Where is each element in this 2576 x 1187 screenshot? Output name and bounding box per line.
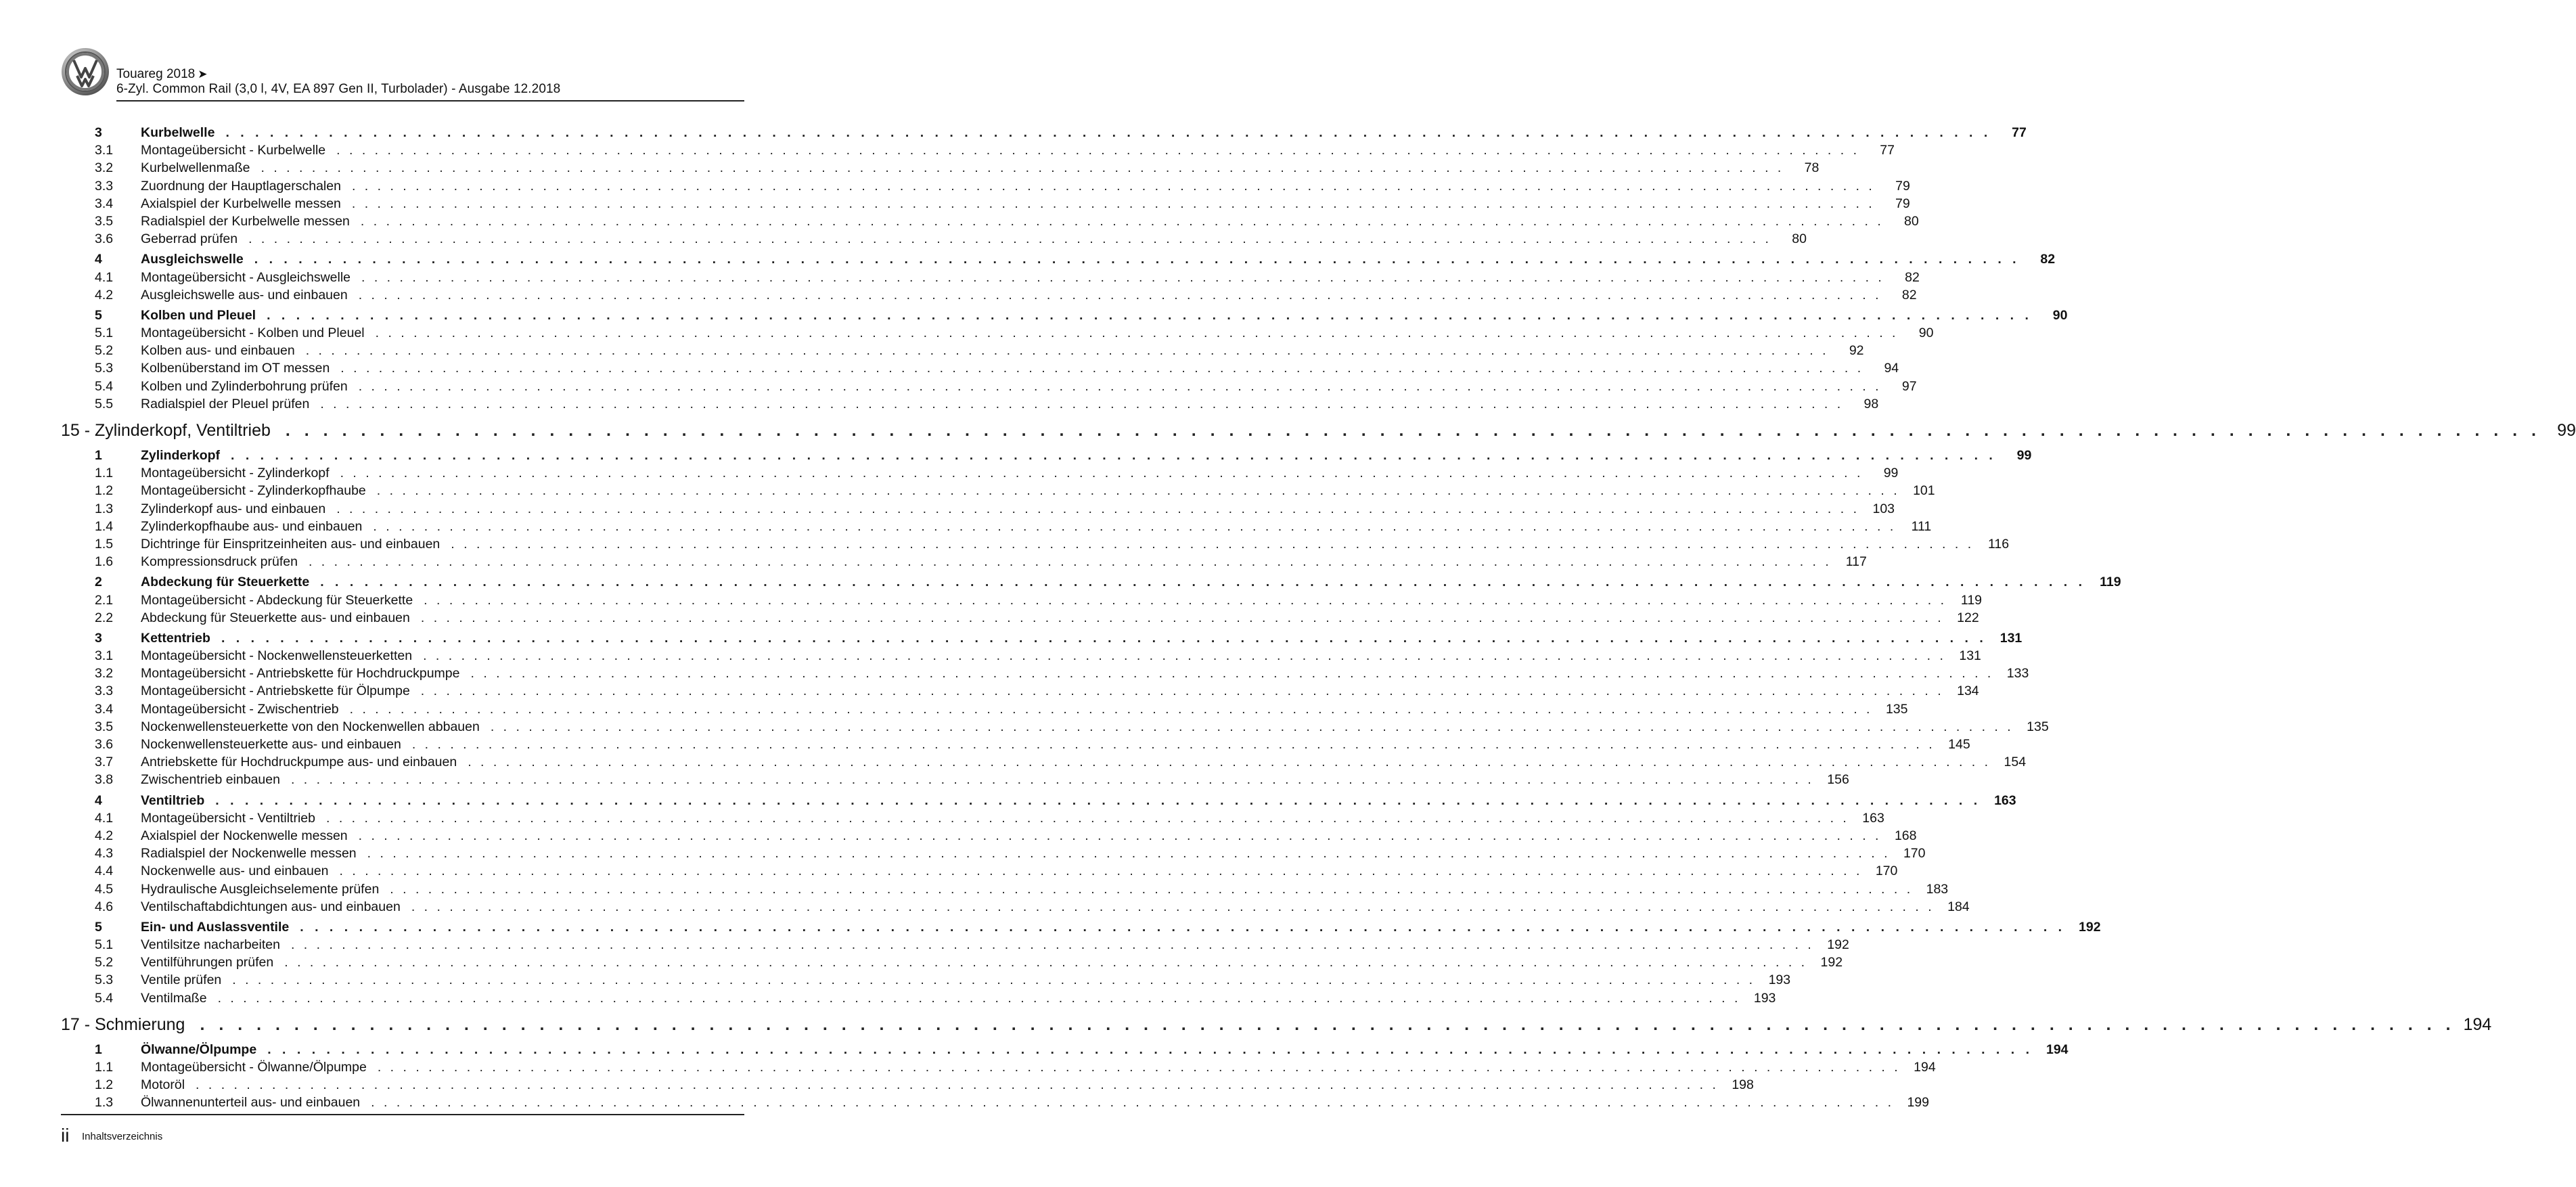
toc-title: Montageübersicht - Ventiltrieb: [141, 810, 315, 826]
toc-number: 5.5: [95, 396, 114, 411]
toc-number: 1.3: [95, 1095, 114, 1111]
toc-item[interactable]: [61, 554, 1867, 572]
toc-title: Radialspiel der Nockenwelle messen: [141, 846, 357, 861]
toc-title: Nockenwellensteuerkette aus- und einbauen: [141, 737, 401, 752]
dot-leader: . . . . . . . . . . . . . . . . . . . . . . . . . . . . . . . . . . . . . . . . . . . . . . . . . . . . . . . . . . . . . . . . . . . . . . . . . . . . . . . . . . . . . . . . . . . . . . . . . . . . . . . . . . . . . . . . . . . . . . . .: [290, 772, 1814, 788]
dot-leader: . . . . . . . . . . . . . . . . . . . . . . . . . . . . . . . . . . . . . . . . . . . . . . . . . . . . . . . . . . . . . . . . . . . . . . . . . . . . . . . . . . . . . . . . . . . . . . . . . . . . . . . . . . . . . . . . . . . . . . . .: [340, 466, 1863, 481]
toc-title: Montageübersicht - Kurbelwelle: [141, 143, 326, 158]
toc-number: 3.1: [95, 648, 114, 664]
toc-item[interactable]: [61, 755, 2027, 772]
dot-leader: . . . . . . . . . . . . . . . . . . . . . . . . . . . . . . . . . . . . . . . . . . . . . . . . . . . . . . . . . . . . . . . . . . . . . . . . . . . . . . . . . . . . . . . . . . . . . . . . . . . . . . . . . . . . . . . . . . . . . . . .: [351, 178, 1875, 194]
toc-page-number: 116: [1988, 536, 2010, 552]
toc-title: Ventile prüfen: [141, 972, 222, 988]
toc-page-number: 82: [2040, 252, 2056, 267]
toc-item[interactable]: [61, 1077, 1754, 1095]
toc-title: Ventilmaße: [141, 990, 207, 1006]
toc-title: Kettentrieb: [141, 630, 210, 646]
toc-title: Kolben aus- und einbauen: [141, 343, 295, 359]
toc-item[interactable]: [61, 937, 1849, 955]
toc-number: 4.5: [95, 881, 114, 897]
toc-title: Montageübersicht - Zwischentrieb: [141, 701, 339, 717]
toc-number: 3.3: [95, 684, 114, 699]
dot-leader: . . . . . . . . . . . . . . . . . . . . . . . . . . . . . . . . . . . . . . . . . . . . . . . . . . . . . . . . . . . . . . . . . . . . . . . . . . . . . . . . . . . . . . . . . . . . . . . . . . . . . . . . . . . . . . . . . . . . . . . .: [217, 990, 1741, 1006]
toc-number: 3.2: [95, 160, 114, 176]
table-of-contents: [61, 122, 2576, 1113]
toc-item[interactable]: [61, 881, 1949, 899]
toc-number: 4: [95, 252, 102, 267]
toc-number: 3.3: [95, 178, 114, 194]
toc-item[interactable]: [61, 592, 1983, 610]
toc-page-number: 131: [1999, 630, 2023, 646]
toc-number: 3.6: [95, 737, 114, 752]
toc-page-number: 170: [1875, 864, 1898, 879]
toc-item[interactable]: [61, 772, 1849, 790]
toc-page-number: 99: [2557, 421, 2576, 440]
toc-page-number: 79: [1895, 178, 1910, 194]
toc-title: Abdeckung für Steuerkette aus- und einbauen: [141, 610, 410, 625]
toc-title: Kurbelwellenmaße: [141, 160, 250, 176]
dot-leader: . . . . . . . . . . . . . . . . . . . . . . . . . . . . . . . . . . . . . . . . . . . . . . . . . . . . . . . . . . . . . . . . . . . . . . . . . . . . . . . . . . . . . . . . . . . . . . . . . . . . . . . . . . . . . . . . . . . . . . . .: [358, 378, 1882, 394]
toc-title: Ventilsitze nacharbeiten: [141, 937, 280, 953]
toc-number: 5.3: [95, 361, 114, 376]
footer-page-number: ii: [61, 1125, 70, 1146]
toc-item[interactable]: [61, 269, 1920, 288]
dot-leader: . . . . . . . . . . . . . . . . . . . . . . . . . . . . . . . . . . . . . . . . . . . . . . . . . . . . . . . . . . . . . . . . . . . . . . . . . . . . . . . . . . . . . . . . . . . . . . . . . . . . . . . . . . . . . . . . . . . . . . . .: [358, 287, 1882, 303]
toc-title: Montageübersicht - Nockenwellensteuerketten: [141, 648, 413, 664]
toc-page-number: 92: [1849, 343, 1864, 359]
toc-page-number: 98: [1863, 396, 1879, 411]
toc-page-number: 133: [2006, 666, 2029, 681]
toc-number: 2.2: [95, 610, 114, 625]
toc-item[interactable]: [61, 143, 1895, 160]
dot-leader: . . . . . . . . . . . . . . . . . . . . . . . . . . . . . . . . . . . . . . . . . . . . . . . . . . . . . . . . . . . . . . . . . . . . . . . . . . . . . . . . . . . . . . . . . . . . . . . . . . . . . . . . . . . . . . . . . . . . . . . .: [215, 792, 1981, 808]
toc-number: 3.7: [95, 755, 114, 770]
dot-leader: . . . . . . . . . . . . . . . . . . . . . . . . . . . . . . . . . . . . . . . . . . . . . . . . . . . . . . . . . . . . . . . . . . . . . . . . . . . . . . . . . . . . . . . . . . . . . . . . . . . . . . . . . . . . . . . . . . . . . . . .: [305, 343, 1829, 359]
toc-chapter[interactable]: [61, 421, 2576, 445]
toc-item[interactable]: [61, 810, 1884, 828]
toc-item[interactable]: [61, 287, 1917, 305]
toc-title: Zwischentrieb einbauen: [141, 772, 280, 788]
toc-number: 4.2: [95, 828, 114, 843]
toc-page-number: 103: [1872, 501, 1895, 516]
toc-title: Ölwannenunterteil aus- und einbauen: [141, 1095, 361, 1111]
dot-leader: . . . . . . . . . . . . . . . . . . . . . . . . . . . . . . . . . . . . . . . . . . . . . . . . . . . . . . . . . . . . . . . . . . . . . . . . . . . . . . . . . . . . . . . . . . . . . . . . . . . . . . . . . . . . . . . . . . . . . . . .: [468, 755, 1991, 770]
dot-leader: . . . . . . . . . . . . . . . . . . . . . . . . . . . . . . . . . . . . . . . . . . . . . . . . . . . . . . . . . . . . . . . . . . . . . . . . . . . . . . . . . . . . . . . . . . . . . . . . . . . . . . . . . . . . . . . . . . . . . . . .: [336, 501, 1860, 516]
toc-page-number: 194: [2046, 1042, 2069, 1057]
dot-leader: . . . . . . . . . . . . . . . . . . . . . . . . . . . . . . . . . . . . . . . . . . . . . . . . . . . . . . . . . . . . . . . . . . . . . . . . . . . . . . . . . . . . . . . . . . . . . . . . . . . . . . . . . . . . . . . . . . . . . . . .: [267, 1042, 2033, 1057]
dot-leader: . . . . . . . . . . . . . . . . . . . . . . . . . . . . . . . . . . . . . . . . . . . . . . . . . . . . . . . . . . . . . . . . . . . . . . . . . . . . . . . . . . . . . . . . . . . . . . . . . . . . . . . . . . . . . . . . . . . . . . . .: [308, 554, 1832, 570]
toc-title: Zylinderkopf aus- und einbauen: [141, 501, 326, 516]
toc-title: Axialspiel der Kurbelwelle messen: [141, 196, 341, 211]
toc-number: 5.1: [95, 326, 114, 341]
toc-page-number: 90: [1918, 326, 1934, 341]
toc-page-number: 82: [1901, 287, 1917, 303]
dot-leader: . . . . . . . . . . . . . . . . . . . . . . . . . . . . . . . . . . . . . . . . . . . . . . . . . . . . . . . . . . . . . . . . . . . . . . . . . . . . . . . . . . . . . . . . . . . . . . . . . . . . . . . . . . . . . . . . . . . . . . . .: [420, 684, 1944, 699]
toc-title: Ein- und Auslassventile: [141, 919, 290, 935]
toc-page-number: 168: [1894, 828, 1917, 843]
dot-leader: . . . . . . . . . . . . . . . . . . . . . . . . . . . . . . . . . . . . . . . . . . . . . . . . . . . . . . . . . . . . . . . . . . . . . . . . . . . . . . . . . . . . . . . . . . . . . . . . . . . . . . . . . . . . . . . . . . . . . . . .: [375, 326, 1899, 341]
toc-number: 3.4: [95, 196, 114, 211]
toc-page-number: 192: [1827, 937, 1849, 953]
dot-leader: . . . . . . . . . . . . . . . . . . . . . . . . . . . . . . . . . . . . . . . . . . . . . . . . . . . . . . . . . . . . . . . . . . . . . . . . . . . . . . . . . . . . . . . . . . . . . . . . . . . . . . . . . . . . . . . . . . . . . . . .: [325, 810, 1849, 826]
toc-item[interactable]: [61, 610, 1979, 628]
dot-leader: . . . . . . . . . . . . . . . . . . . . . . . . . . . . . . . . . . . . . . . . . . . . . . . . . . . . . . . . . . . . . . . . . . . . . . . . . . . . . . . . . . . . . . . . . . . . . . . . . . . . . . . . . . . . . . . . . . . . . . . .: [470, 666, 1994, 681]
toc-number: 4: [95, 792, 102, 808]
dot-leader: . . . . . . . . . . . . . . . . . . . . . . . . . . . . . . . . . . . . . . . . . . . . . . . . . . . . . . . . . . . . . . . . . . . . . . . . . . . . . . . . . . . . . . . . . . . . . . . . . . . . . . . . . . . . . . . . . . . . . . . .: [360, 213, 1884, 229]
dot-leader: . . . . . . . . . . . . . . . . . . . . . . . . . . . . . . . . . . . . . . . . . . . . . . . . . . . . . . . . . . . . . . . . . . . . . . . . . . . . . . . . . . . . . . . . . . . . . . . . . . . . . . . . . . . . . . . . . . . . . . . .: [200, 1014, 2456, 1034]
toc-section[interactable]: [61, 252, 2056, 269]
toc-page-number: 194: [1914, 1060, 1936, 1075]
toc-page-number: 193: [1768, 972, 1791, 988]
dot-leader: . . . . . . . . . . . . . . . . . . . . . . . . . . . . . . . . . . . . . . . . . . . . . . . . . . . . . . . . . . . . . . . . . . . . . . . . . . . . . . . . . . . . . . . . . . . . . . . . . . . . . . . . . . . . . . . . . . . . . . . .: [290, 937, 1814, 953]
toc-title: Montageübersicht - Zylinderkopf: [141, 466, 330, 481]
dot-leader: . . . . . . . . . . . . . . . . . . . . . . . . . . . . . . . . . . . . . . . . . . . . . . . . . . . . . . . . . . . . . . . . . . . . . . . . . . . . . . . . . . . . . . . . . . . . . . . . . . . . . . . . . . . . . . . . . . . . . . . .: [284, 955, 1808, 970]
toc-section[interactable]: [61, 575, 2121, 592]
toc-page-number: 77: [2012, 125, 2027, 140]
toc-page-number: 192: [1820, 955, 1843, 970]
toc-item[interactable]: [61, 1060, 1936, 1077]
toc-title: Ventiltrieb: [141, 792, 205, 808]
toc-number: 3.1: [95, 143, 114, 158]
toc-number: 5.3: [95, 972, 114, 988]
page-header: [61, 47, 744, 106]
toc-page-number: 199: [1907, 1095, 1929, 1111]
footer-label: Inhaltsverzeichnis: [82, 1131, 163, 1142]
toc-number: 1: [95, 448, 102, 463]
toc-item[interactable]: [61, 343, 1864, 361]
toc-title: Kolben und Zylinderbohrung prüfen: [141, 378, 348, 394]
toc-title: Hydraulische Ausgleichselemente prüfen: [141, 881, 380, 897]
toc-item[interactable]: [61, 326, 1934, 343]
dot-leader: . . . . . . . . . . . . . . . . . . . . . . . . . . . . . . . . . . . . . . . . . . . . . . . . . . . . . . . . . . . . . . . . . . . . . . . . . . . . . . . . . . . . . . . . . . . . . . . . . . . . . . . . . . . . . . . . . . . . . . . .: [411, 737, 1935, 752]
toc-number: 3: [95, 125, 102, 140]
toc-number: 3.5: [95, 213, 114, 229]
dot-leader: . . . . . . . . . . . . . . . . . . . . . . . . . . . . . . . . . . . . . . . . . . . . . . . . . . . . . . . . . . . . . . . . . . . . . . . . . . . . . . . . . . . . . . . . . . . . . . . . . . . . . . . . . . . . . . . . . . . . . . . .: [339, 864, 1863, 879]
toc-item[interactable]: [61, 701, 1908, 719]
toc-number: 5.4: [95, 990, 114, 1006]
dot-leader: . . . . . . . . . . . . . . . . . . . . . . . . . . . . . . . . . . . . . . . . . . . . . . . . . . . . . . . . . . . . . . . . . . . . . . . . . . . . . . . . . . . . . . . . . . . . . . . . . . . . . . . . . . . . . . . . . . . . . . . .: [371, 1095, 1894, 1111]
toc-number: 4.1: [95, 810, 114, 826]
dot-leader: . . . . . . . . . . . . . . . . . . . . . . . . . . . . . . . . . . . . . . . . . . . . . . . . . . . . . . . . . . . . . . . . . . . . . . . . . . . . . . . . . . . . . . . . . . . . . . . . . . . . . . . . . . . . . . . . . . . . . . . .: [320, 575, 2086, 590]
toc-item[interactable]: [61, 648, 1981, 666]
toc-number: 1.4: [95, 518, 114, 534]
toc-title: Montageübersicht - Ausgleichswelle: [141, 269, 351, 285]
dot-leader: . . . . . . . . . . . . . . . . . . . . . . . . . . . . . . . . . . . . . . . . . . . . . . . . . . . . . . . . . . . . . . . . . . . . . . . . . . . . . . . . . . . . . . . . . . . . . . . . . . . . . . . . . . . . . . . . . . . . . . . .: [285, 421, 2541, 440]
toc-item[interactable]: [61, 864, 1898, 881]
toc-item[interactable]: [61, 828, 1917, 846]
toc-item[interactable]: [61, 196, 1910, 214]
toc-item[interactable]: [61, 666, 2029, 684]
dot-leader: . . . . . . . . . . . . . . . . . . . . . . . . . . . . . . . . . . . . . . . . . . . . . . . . . . . . . . . . . . . . . . . . . . . . . . . . . . . . . . . . . . . . . . . . . . . . . . . . . . . . . . . . . . . . . . . . . . . . . . . .: [300, 919, 2066, 935]
toc-page-number: 78: [1804, 160, 1820, 176]
toc-number: 3.5: [95, 719, 114, 734]
toc-title: Nockenwellensteuerkette von den Nockenwellen abbauen: [141, 719, 480, 734]
toc-page-number: 134: [1957, 684, 1979, 699]
document-subtitle: 6-Zyl. Common Rail (3,0 l, 4V, EA 897 Gen II, Turbolader) - Ausgabe 12.2018: [116, 82, 561, 96]
toc-number: 4.6: [95, 899, 114, 914]
toc-page-number: 101: [1913, 483, 1935, 499]
toc-title: Radialspiel der Pleuel prüfen: [141, 396, 310, 411]
toc-section[interactable]: [61, 792, 2016, 811]
toc-title: Ausgleichswelle aus- und einbauen: [141, 287, 348, 303]
toc-item[interactable]: [61, 466, 1899, 483]
toc-item[interactable]: [61, 378, 1917, 397]
toc-number: 5.2: [95, 955, 114, 970]
dot-leader: . . . . . . . . . . . . . . . . . . . . . . . . . . . . . . . . . . . . . . . . . . . . . . . . . . . . . . . . . . . . . . . . . . . . . . . . . . . . . . . . . . . . . . . . . . . . . . . . . . . . . . . . . . . . . . . . . . . . . . . .: [377, 1060, 1901, 1075]
dot-leader: . . . . . . . . . . . . . . . . . . . . . . . . . . . . . . . . . . . . . . . . . . . . . . . . . . . . . . . . . . . . . . . . . . . . . . . . . . . . . . . . . . . . . . . . . . . . . . . . . . . . . . . . . . . . . . . . . . . . . . . .: [367, 846, 1891, 861]
toc-item[interactable]: [61, 972, 1791, 990]
dot-leader: . . . . . . . . . . . . . . . . . . . . . . . . . . . . . . . . . . . . . . . . . . . . . . . . . . . . . . . . . . . . . . . . . . . . . . . . . . . . . . . . . . . . . . . . . . . . . . . . . . . . . . . . . . . . . . . . . . . . . . . .: [420, 610, 1944, 625]
toc-page-number: 154: [2004, 755, 2027, 770]
toc-page-number: 99: [2016, 448, 2032, 463]
toc-title: Zuordnung der Hauptlagerschalen: [141, 178, 341, 194]
toc-title: Axialspiel der Nockenwelle messen: [141, 828, 348, 843]
toc-title: Radialspiel der Kurbelwelle messen: [141, 213, 350, 229]
toc-number: 5: [95, 919, 102, 935]
dot-leader: . . . . . . . . . . . . . . . . . . . . . . . . . . . . . . . . . . . . . . . . . . . . . . . . . . . . . . . . . . . . . . . . . . . . . . . . . . . . . . . . . . . . . . . . . . . . . . . . . . . . . . . . . . . . . . . . . . . . . . . .: [221, 630, 1987, 646]
toc-title: Ventilschaftabdichtungen aus- und einbauen: [141, 899, 401, 914]
dot-leader: . . . . . . . . . . . . . . . . . . . . . . . . . . . . . . . . . . . . . . . . . . . . . . . . . . . . . . . . . . . . . . . . . . . . . . . . . . . . . . . . . . . . . . . . . . . . . . . . . . . . . . . . . . . . . . . . . . . . . . . .: [490, 719, 2014, 734]
toc-section[interactable]: [61, 448, 2032, 466]
toc-number: 4.4: [95, 864, 114, 879]
dot-leader: . . . . . . . . . . . . . . . . . . . . . . . . . . . . . . . . . . . . . . . . . . . . . . . . . . . . . . . . . . . . . . . . . . . . . . . . . . . . . . . . . . . . . . . . . . . . . . . . . . . . . . . . . . . . . . . . . . . . . . . .: [340, 361, 1864, 376]
toc-page-number: 183: [1926, 881, 1949, 897]
toc-number: 3.8: [95, 772, 114, 788]
toc-item[interactable]: [61, 501, 1895, 519]
dot-leader: . . . . . . . . . . . . . . . . . . . . . . . . . . . . . . . . . . . . . . . . . . . . . . . . . . . . . . . . . . . . . . . . . . . . . . . . . . . . . . . . . . . . . . . . . . . . . . . . . . . . . . . . . . . . . . . . . . . . . . . .: [373, 518, 1897, 534]
toc-number: 3: [95, 630, 102, 646]
toc-number: 3.2: [95, 666, 114, 681]
toc-number: 2: [95, 575, 102, 590]
toc-title: Motoröl: [141, 1077, 185, 1093]
dot-leader: . . . . . . . . . . . . . . . . . . . . . . . . . . . . . . . . . . . . . . . . . . . . . . . . . . . . . . . . . . . . . . . . . . . . . . . . . . . . . . . . . . . . . . . . . . . . . . . . . . . . . . . . . . . . . . . . . . . . . . . .: [358, 828, 1882, 843]
header-divider: [116, 100, 744, 102]
toc-page-number: 119: [2100, 575, 2121, 590]
vw-logo-icon: [61, 47, 110, 96]
toc-item[interactable]: [61, 990, 1776, 1008]
dot-leader: . . . . . . . . . . . . . . . . . . . . . . . . . . . . . . . . . . . . . . . . . . . . . . . . . . . . . . . . . . . . . . . . . . . . . . . . . . . . . . . . . . . . . . . . . . . . . . . . . . . . . . . . . . . . . . . . . . . . . . . .: [376, 483, 1900, 499]
dot-leader: . . . . . . . . . . . . . . . . . . . . . . . . . . . . . . . . . . . . . . . . . . . . . . . . . . . . . . . . . . . . . . . . . . . . . . . . . . . . . . . . . . . . . . . . . . . . . . . . . . . . . . . . . . . . . . . . . . . . . . . .: [231, 448, 1997, 463]
model-title: [116, 66, 560, 82]
toc-item[interactable]: [61, 955, 1843, 972]
toc-title: Ausgleichswelle: [141, 252, 244, 267]
dot-leader: . . . . . . . . . . . . . . . . . . . . . . . . . . . . . . . . . . . . . . . . . . . . . . . . . . . . . . . . . . . . . . . . . . . . . . . . . . . . . . . . . . . . . . . . . . . . . . . . . . . . . . . . . . . . . . . . . . . . . . . .: [411, 899, 1935, 914]
toc-number: 1.1: [95, 1060, 114, 1075]
dot-leader: . . . . . . . . . . . . . . . . . . . . . . . . . . . . . . . . . . . . . . . . . . . . . . . . . . . . . . . . . . . . . . . . . . . . . . . . . . . . . . . . . . . . . . . . . . . . . . . . . . . . . . . . . . . . . . . . . . . . . . . .: [232, 972, 1756, 988]
dot-leader: . . . . . . . . . . . . . . . . . . . . . . . . . . . . . . . . . . . . . . . . . . . . . . . . . . . . . . . . . . . . . . . . . . . . . . . . . . . . . . . . . . . . . . . . . . . . . . . . . . . . . . . . . . . . . . . . . . . . . . . .: [424, 592, 1947, 608]
toc-item[interactable]: [61, 737, 1970, 755]
toc-number: 1.3: [95, 501, 114, 516]
dot-leader: . . . . . . . . . . . . . . . . . . . . . . . . . . . . . . . . . . . . . . . . . . . . . . . . . . . . . . . . . . . . . . . . . . . . . . . . . . . . . . . . . . . . . . . . . . . . . . . . . . . . . . . . . . . . . . . . . . . . . . . .: [320, 396, 1844, 411]
toc-page-number: 194: [2463, 1014, 2492, 1034]
toc-page-number: 131: [1959, 648, 1981, 664]
toc-number: 1.6: [95, 554, 114, 570]
toc-title: Kompressionsdruck prüfen: [141, 554, 298, 570]
toc-title: Montageübersicht - Kolben und Pleuel: [141, 326, 365, 341]
toc-title: 15 - Zylinderkopf, Ventiltrieb: [61, 421, 271, 440]
toc-number: 5: [95, 307, 102, 323]
header-text: [116, 66, 560, 97]
toc-number: 1.5: [95, 536, 114, 552]
toc-page-number: 170: [1903, 846, 1926, 861]
toc-page-number: 135: [2027, 719, 2049, 734]
toc-section[interactable]: [61, 630, 2023, 648]
toc-page-number: 163: [1994, 792, 2016, 808]
toc-title: Montageübersicht - Abdeckung für Steuerkette: [141, 592, 413, 608]
toc-page-number: 192: [2079, 919, 2101, 935]
toc-page-number: 135: [1885, 701, 1908, 717]
toc-page-number: 82: [1905, 269, 1920, 285]
toc-section[interactable]: [61, 919, 2101, 937]
toc-item[interactable]: [61, 846, 1926, 864]
toc-item[interactable]: [61, 231, 1807, 249]
toc-title: Ölwanne/Ölpumpe: [141, 1042, 257, 1057]
dot-leader: . . . . . . . . . . . . . . . . . . . . . . . . . . . . . . . . . . . . . . . . . . . . . . . . . . . . . . . . . . . . . . . . . . . . . . . . . . . . . . . . . . . . . . . . . . . . . . . . . . . . . . . . . . . . . . . . . . . . . . . .: [390, 881, 1914, 897]
toc-title: Montageübersicht - Zylinderkopfhaube: [141, 483, 366, 499]
toc-item[interactable]: [61, 684, 1979, 701]
toc-number: 5.2: [95, 343, 114, 359]
dot-leader: . . . . . . . . . . . . . . . . . . . . . . . . . . . . . . . . . . . . . . . . . . . . . . . . . . . . . . . . . . . . . . . . . . . . . . . . . . . . . . . . . . . . . . . . . . . . . . . . . . . . . . . . . . . . . . . . . . . . . . . .: [267, 307, 2033, 323]
toc-item[interactable]: [61, 518, 1932, 537]
toc-number: 3.4: [95, 701, 114, 717]
toc-page-number: 79: [1895, 196, 1910, 211]
toc-title: Zylinderkopf: [141, 448, 221, 463]
toc-item[interactable]: [61, 213, 1919, 231]
toc-item[interactable]: [61, 536, 2010, 554]
toc-item[interactable]: [61, 160, 1820, 178]
toc-title: 17 - Schmierung: [61, 1014, 185, 1034]
toc-title: Kolben und Pleuel: [141, 307, 256, 323]
toc-title: Ventilführungen prüfen: [141, 955, 274, 970]
toc-title: Montageübersicht - Antriebskette für Hochdruckpumpe: [141, 666, 460, 681]
toc-item[interactable]: [61, 899, 1970, 917]
toc-item[interactable]: [61, 1095, 1929, 1113]
toc-page-number: 193: [1753, 990, 1776, 1006]
toc-page-number: 99: [1883, 466, 1899, 481]
toc-title: Montageübersicht - Ölwanne/Ölpumpe: [141, 1060, 367, 1075]
toc-number: 5.1: [95, 937, 114, 953]
toc-page-number: 80: [1904, 213, 1919, 229]
toc-page-number: 117: [1845, 554, 1867, 570]
toc-section[interactable]: [61, 125, 2027, 143]
toc-page-number: 145: [1948, 737, 1970, 752]
arrow-right-icon: ➤: [198, 68, 208, 81]
toc-title: Kurbelwelle: [141, 125, 215, 140]
toc-title: Geberrad prüfen: [141, 231, 238, 247]
toc-page-number: 198: [1732, 1077, 1754, 1093]
toc-page-number: 80: [1792, 231, 1807, 247]
toc-page-number: 184: [1947, 899, 1970, 914]
toc-section[interactable]: [61, 1042, 2069, 1060]
toc-page-number: 94: [1884, 361, 1899, 376]
toc-item[interactable]: [61, 178, 1910, 196]
toc-section[interactable]: [61, 307, 2068, 326]
dot-leader: . . . . . . . . . . . . . . . . . . . . . . . . . . . . . . . . . . . . . . . . . . . . . . . . . . . . . . . . . . . . . . . . . . . . . . . . . . . . . . . . . . . . . . . . . . . . . . . . . . . . . . . . . . . . . . . . . . . . . . . .: [351, 196, 1875, 211]
toc-page-number: 97: [1901, 378, 1917, 394]
toc-number: 4.3: [95, 846, 114, 861]
toc-number: 5.4: [95, 378, 114, 394]
toc-number: 1.2: [95, 1077, 114, 1093]
toc-item[interactable]: [61, 396, 1879, 414]
toc-number: 2.1: [95, 592, 114, 608]
toc-title: Dichtringe für Einspritzeinheiten aus- und einbauen: [141, 536, 440, 552]
toc-number: 1: [95, 1042, 102, 1057]
toc-page-number: 90: [2052, 307, 2068, 323]
dot-leader: . . . . . . . . . . . . . . . . . . . . . . . . . . . . . . . . . . . . . . . . . . . . . . . . . . . . . . . . . . . . . . . . . . . . . . . . . . . . . . . . . . . . . . . . . . . . . . . . . . . . . . . . . . . . . . . . . . . . . . . .: [261, 160, 1784, 176]
toc-number: 1.2: [95, 483, 114, 499]
toc-page-number: 156: [1827, 772, 1849, 788]
toc-number: 4.1: [95, 269, 114, 285]
dot-leader: . . . . . . . . . . . . . . . . . . . . . . . . . . . . . . . . . . . . . . . . . . . . . . . . . . . . . . . . . . . . . . . . . . . . . . . . . . . . . . . . . . . . . . . . . . . . . . . . . . . . . . . . . . . . . . . . . . . . . . . .: [361, 269, 1884, 285]
dot-leader: . . . . . . . . . . . . . . . . . . . . . . . . . . . . . . . . . . . . . . . . . . . . . . . . . . . . . . . . . . . . . . . . . . . . . . . . . . . . . . . . . . . . . . . . . . . . . . . . . . . . . . . . . . . . . . . . . . . . . . . .: [196, 1077, 1719, 1093]
toc-page-number: 111: [1911, 518, 1932, 534]
toc-page-number: 77: [1880, 143, 1895, 158]
toc-page-number: 122: [1957, 610, 1979, 625]
toc-number: 1.1: [95, 466, 114, 481]
toc-item[interactable]: [61, 361, 1899, 378]
dot-leader: . . . . . . . . . . . . . . . . . . . . . . . . . . . . . . . . . . . . . . . . . . . . . . . . . . . . . . . . . . . . . . . . . . . . . . . . . . . . . . . . . . . . . . . . . . . . . . . . . . . . . . . . . . . . . . . . . . . . . . . .: [423, 648, 1946, 664]
dot-leader: . . . . . . . . . . . . . . . . . . . . . . . . . . . . . . . . . . . . . . . . . . . . . . . . . . . . . . . . . . . . . . . . . . . . . . . . . . . . . . . . . . . . . . . . . . . . . . . . . . . . . . . . . . . . . . . . . . . . . . . .: [349, 701, 1873, 717]
toc-chapter[interactable]: [61, 1014, 2492, 1039]
dot-leader: . . . . . . . . . . . . . . . . . . . . . . . . . . . . . . . . . . . . . . . . . . . . . . . . . . . . . . . . . . . . . . . . . . . . . . . . . . . . . . . . . . . . . . . . . . . . . . . . . . . . . . . . . . . . . . . . . . . . . . . .: [336, 143, 1859, 158]
toc-title: Antriebskette für Hochdruckpumpe aus- und einbauen: [141, 755, 457, 770]
toc-item[interactable]: [61, 483, 1935, 501]
toc-title: Zylinderkopfhaube aus- und einbauen: [141, 518, 363, 534]
footer-divider: [61, 1114, 744, 1115]
model-name: Touareg 2018: [116, 67, 196, 81]
dot-leader: . . . . . . . . . . . . . . . . . . . . . . . . . . . . . . . . . . . . . . . . . . . . . . . . . . . . . . . . . . . . . . . . . . . . . . . . . . . . . . . . . . . . . . . . . . . . . . . . . . . . . . . . . . . . . . . . . . . . . . . .: [248, 231, 1771, 247]
toc-item[interactable]: [61, 719, 2049, 737]
toc-title: Kolbenüberstand im OT messen: [141, 361, 330, 376]
toc-page-number: 163: [1862, 810, 1884, 826]
dot-leader: . . . . . . . . . . . . . . . . . . . . . . . . . . . . . . . . . . . . . . . . . . . . . . . . . . . . . . . . . . . . . . . . . . . . . . . . . . . . . . . . . . . . . . . . . . . . . . . . . . . . . . . . . . . . . . . . . . . . . . . .: [451, 536, 1974, 552]
toc-title: Montageübersicht - Antriebskette für Ölpumpe: [141, 684, 410, 699]
toc-page-number: 119: [1960, 592, 1983, 608]
toc-number: 3.6: [95, 231, 114, 247]
dot-leader: . . . . . . . . . . . . . . . . . . . . . . . . . . . . . . . . . . . . . . . . . . . . . . . . . . . . . . . . . . . . . . . . . . . . . . . . . . . . . . . . . . . . . . . . . . . . . . . . . . . . . . . . . . . . . . . . . . . . . . . .: [225, 125, 1991, 140]
dot-leader: . . . . . . . . . . . . . . . . . . . . . . . . . . . . . . . . . . . . . . . . . . . . . . . . . . . . . . . . . . . . . . . . . . . . . . . . . . . . . . . . . . . . . . . . . . . . . . . . . . . . . . . . . . . . . . . . . . . . . . . .: [254, 252, 2020, 267]
toc-title: Abdeckung für Steuerkette: [141, 575, 310, 590]
toc-title: Nockenwelle aus- und einbauen: [141, 864, 329, 879]
toc-number: 4.2: [95, 287, 114, 303]
